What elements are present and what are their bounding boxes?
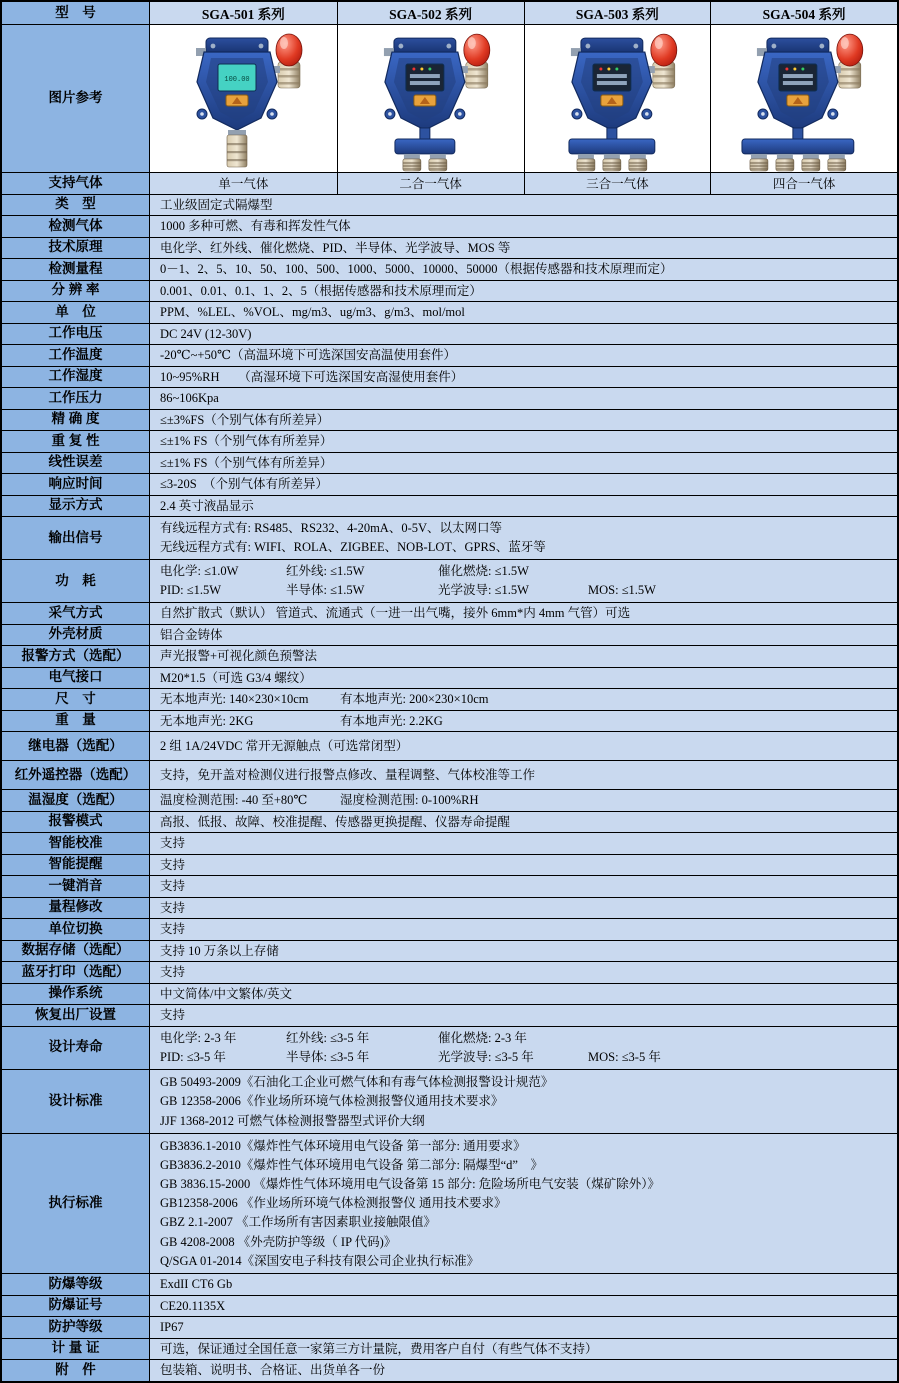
value-line [150,413,897,427]
row-label: 工作压力 [2,388,150,409]
value-line [150,327,897,341]
row-label: 蓝牙打印（选配） [2,962,150,983]
row-value [150,1317,897,1338]
row-label: 检测气体 [2,216,150,237]
row-label: 尺 寸 [2,689,150,710]
value-text: Q/SGA 01-2014《深国安电子科技有限公司企业执行标准》 [160,1253,480,1268]
table-row [2,897,897,919]
value-line [150,305,897,319]
value-text: PID: ≤1.5W [160,583,222,598]
table-row [2,409,897,431]
table-row [2,366,897,388]
value-line [150,1363,897,1377]
value-line [150,628,897,642]
value-text: 半导体: ≤1.5W [286,583,365,598]
row-value [150,646,897,667]
product-image-sga-501 [150,25,337,172]
row-label: 响应时间 [2,474,150,495]
value-line [150,1277,897,1291]
value-text: ≤±3%FS（个别气体有所差异） [160,412,330,427]
value-text: 有线远程方式有: RS485、RS232、4-20mA、0-5V、以太网口等 [160,521,503,536]
value-line [150,564,897,578]
table-row [2,215,897,237]
row-label: 执行标准 [2,1134,150,1273]
row-label: 恢复出厂设置 [2,1005,150,1026]
table-row [2,344,897,366]
value-text: ≤3-20S （个别气体有所差异） [160,477,328,492]
row-label: 采气方式 [2,603,150,624]
table-row [2,559,897,602]
value-line [150,348,897,362]
value-text: 支持 [160,900,186,915]
row-label: 设计寿命 [2,1027,150,1069]
row-label: 类 型 [2,195,150,216]
value-text: 支持 [160,857,186,872]
row-label: 附 件 [2,1360,150,1381]
row-label: 功 耗 [2,560,150,602]
value-line [150,714,897,728]
value-text: MOS: ≤3-5 年 [588,1049,661,1064]
value-text: GB3836.2-2010《爆炸性气体环境用电气设备 第二部分: 隔爆型“d” 》 [160,1157,543,1172]
value-line [150,1139,897,1153]
value-text: 电化学、红外线、催化燃烧、PID、半导体、光学波导、MOS 等 [160,240,511,255]
product-image-sga-504 [710,25,897,172]
value-text: 红外线: ≤3-5 年 [286,1030,370,1045]
row-label: 重 量 [2,711,150,732]
table-row [2,918,897,940]
value-line [150,1235,897,1249]
table-row [2,983,897,1005]
value-text: 铝合金铸体 [160,627,223,642]
value-line [150,1320,897,1334]
supported-gas-value-2: 二合一气体 [337,173,524,194]
value-text: 电化学: ≤1.0W [160,564,239,579]
value-line [150,241,897,255]
row-value [150,1134,897,1273]
table-row [2,854,897,876]
value-line [150,606,897,620]
row-value [150,560,897,602]
table-row [2,473,897,495]
supported-gas-row [2,172,897,194]
value-line [150,987,897,1001]
supported-gas-cells [150,173,897,194]
spec-rows [2,194,897,1381]
value-line [150,1196,897,1210]
value-text: 2 组 1A/24VDC 常开无源触点（可选常闭型） [160,738,409,753]
value-text: 支持 [160,1008,186,1023]
value-text: 支持 [160,965,186,980]
value-line [150,284,897,298]
value-line [150,198,897,212]
value-line [150,521,897,535]
value-text: 催化燃烧: 2-3 年 [438,1030,527,1045]
supported-gas-value-1: 单一气体 [150,173,337,194]
value-line [150,583,897,597]
row-value [150,216,897,237]
value-text: 支持，免开盖对检测仪进行报警点修改、量程调整、气体校准等工作 [160,767,536,782]
value-text: 1000 多种可燃、有毒和挥发性气体 [160,219,351,234]
value-text: GB 3836.15-2000 《爆炸性气体环境用电气设备第 15 部分: 危险场所电气安装（煤矿除外）》 [160,1177,661,1192]
value-text: GB 50493-2009《石油化工企业可燃气体和有毒气体检测报警设计规范》 [160,1074,554,1089]
value-text: IP67 [160,1320,184,1335]
row-value [150,855,897,876]
row-label: 输出信号 [2,517,150,559]
row-label: 外壳材质 [2,625,150,646]
table-row [2,832,897,854]
value-text: 2.4 英寸液晶显示 [160,498,254,513]
row-value [150,919,897,940]
table-row [2,452,897,474]
value-line [150,1031,897,1045]
value-line [150,739,897,753]
value-line [150,768,897,782]
row-value [150,1070,897,1134]
row-value [150,962,897,983]
value-line [150,815,897,829]
value-text: 工业级固定式隔爆型 [160,197,273,212]
table-row [2,1069,897,1134]
value-line [150,540,897,554]
value-line [150,1254,897,1268]
value-text: 温度检测范围: -40 至+80℃ [160,793,308,808]
row-label: 显示方式 [2,496,150,517]
value-text: 支持 [160,922,186,937]
value-line [150,262,897,276]
value-line [150,858,897,872]
table-row [2,1273,897,1295]
table-header-row [2,2,897,24]
value-text: 86~106Kpa [160,391,219,406]
row-label: 单 位 [2,302,150,323]
value-text: GB3836.1-2010《爆炸性气体环境用电气设备 第一部分: 通用要求》 [160,1138,526,1153]
row-label: 智能校准 [2,833,150,854]
value-line [150,370,897,384]
value-line [150,793,897,807]
row-label: 智能提醒 [2,855,150,876]
value-text: GB12358-2006 《作业场所环境气体检测报警仪 通用技术要求》 [160,1196,507,1211]
row-value [150,1296,897,1317]
value-line [150,965,897,979]
value-text: 有本地声光: 2.2KG [340,713,443,728]
value-text: -20℃~+50℃（高温环境下可选深国安高温使用套件） [160,348,456,363]
row-value [150,324,897,345]
table-row [2,731,897,760]
table-row [2,516,897,559]
row-label: 设计标准 [2,1070,150,1134]
row-value [150,431,897,452]
row-value [150,302,897,323]
value-line [150,1114,897,1128]
value-line [150,1215,897,1229]
table-row [2,194,897,216]
value-text: PPM、%LEL、%VOL、mg/m3、ug/m3、g/m3、mol/mol [160,305,465,320]
row-value [150,984,897,1005]
row-value [150,496,897,517]
table-row [2,602,897,624]
value-text: 无线远程方式有: WIFI、ROLA、ZIGBEE、NOB-LOT、GPRS、蓝牙等 [160,540,546,555]
row-label: 检测量程 [2,259,150,280]
row-label: 报警方式（选配） [2,646,150,667]
value-line [150,879,897,893]
row-label: 防爆证号 [2,1296,150,1317]
row-label: 线性误差 [2,453,150,474]
table-row [2,667,897,689]
row-value [150,668,897,689]
row-value [150,732,897,760]
row-value [150,1339,897,1360]
value-line [150,1299,897,1313]
value-line [150,499,897,513]
row-label: 分 辨 率 [2,281,150,302]
model-header-3: SGA-503 系列 [524,2,711,24]
table-row [2,875,897,897]
row-value [150,876,897,897]
header-model-cells [150,2,897,24]
image-reference-row [2,24,897,172]
row-label: 单位切换 [2,919,150,940]
row-value [150,453,897,474]
svg-text:100.00: 100.00 [224,75,250,84]
value-text: 红外线: ≤1.5W [286,564,365,579]
row-value [150,898,897,919]
table-row [2,760,897,789]
row-value [150,941,897,962]
row-label: 计 量 证 [2,1339,150,1360]
value-line [150,671,897,685]
product-image-sga-502 [337,25,524,172]
model-header-1: SGA-501 系列 [150,2,337,24]
value-text: ≤±1% FS（个别气体有所差异） [160,455,333,470]
row-label: 一键消音 [2,876,150,897]
row-value [150,345,897,366]
row-label: 技术原理 [2,238,150,259]
row-label: 精 确 度 [2,410,150,431]
row-value [150,238,897,259]
value-text: ExdII CT6 Gb [160,1277,233,1292]
model-header-4: SGA-504 系列 [710,2,897,24]
value-line [150,219,897,233]
value-text: M20*1.5（可选 G3/4 螺纹） [160,670,312,685]
row-label: 继电器（选配） [2,732,150,760]
table-row [2,301,897,323]
row-value [150,367,897,388]
value-text: 光学波导: ≤3-5 年 [438,1049,534,1064]
table-row [2,387,897,409]
supported-gas-value-4: 四合一气体 [710,173,897,194]
table-row [2,688,897,710]
row-value [150,790,897,811]
row-value [150,259,897,280]
row-label: 温湿度（选配） [2,790,150,811]
row-label: 工作电压 [2,324,150,345]
row-value [150,1360,897,1381]
value-text: JJF 1368-2012 可燃气体检测报警器型式评价大纲 [160,1113,425,1128]
table-row [2,940,897,962]
row-label: 工作湿度 [2,367,150,388]
value-text: 可选，保证通过全国任意一家第三方计量院，费用客户自付（有些气体不支持） [160,1341,598,1356]
row-value [150,517,897,559]
value-line [150,391,897,405]
value-line [150,649,897,663]
value-text: 支持 [160,879,186,894]
row-label: 报警模式 [2,812,150,833]
value-line [150,1177,897,1191]
value-text: 半导体: ≤3-5 年 [286,1049,370,1064]
value-text: 包装箱、说明书、合格证、出货单各一份 [160,1363,386,1378]
value-text: 催化燃烧: ≤1.5W [438,564,529,579]
table-row [2,237,897,259]
value-text: GBZ 2.1-2007 《工作场所有害因素职业接触限值》 [160,1215,437,1230]
value-line [150,836,897,850]
row-value [150,388,897,409]
value-line [150,1094,897,1108]
row-value [150,812,897,833]
value-text: 有本地声光: 200×230×10cm [340,692,489,707]
value-line [150,922,897,936]
supported-gas-label: 支持气体 [2,173,150,194]
value-text: 中文简体/中文繁体/英文 [160,986,292,1001]
row-value [150,195,897,216]
row-label: 防爆等级 [2,1274,150,1295]
row-value [150,281,897,302]
value-text: DC 24V (12-30V) [160,326,252,341]
value-text: 声光报警+可视化颜色预警法 [160,649,318,664]
value-line [150,901,897,915]
value-text: 0－1、2、5、10、50、100、500、1000、5000、10000、50000（根据传感器和技术原理而定） [160,262,673,277]
product-image-cells [150,25,897,172]
table-row [2,624,897,646]
model-header-2: SGA-502 系列 [337,2,524,24]
table-row [2,495,897,517]
product-image-sga-503 [524,25,711,172]
value-line [150,434,897,448]
table-row [2,1295,897,1317]
value-text: 光学波导: ≤1.5W [438,583,529,598]
row-value [150,761,897,789]
table-row [2,323,897,345]
table-row [2,789,897,811]
supported-gas-value-3: 三合一气体 [524,173,711,194]
value-text: 湿度检测范围: 0-100%RH [340,793,479,808]
table-row [2,645,897,667]
row-label: 数据存储（选配） [2,941,150,962]
value-line [150,456,897,470]
table-row [2,710,897,732]
row-value [150,833,897,854]
value-text: PID: ≤3-5 年 [160,1049,226,1064]
row-value [150,474,897,495]
value-line [150,1008,897,1022]
row-label: 工作温度 [2,345,150,366]
table-row [2,1004,897,1026]
table-row [2,280,897,302]
row-value [150,1027,897,1069]
value-line [150,692,897,706]
value-line [150,1050,897,1064]
header-model-label: 型 号 [2,2,150,24]
row-value [150,689,897,710]
table-row [2,1026,897,1069]
row-value [150,1274,897,1295]
row-label: 防护等级 [2,1317,150,1338]
row-label: 红外遥控器（选配） [2,761,150,789]
value-text: 高报、低报、故障、校准提醒、传感器更换提醒、仪器寿命提醒 [160,814,511,829]
value-line [150,944,897,958]
value-line [150,1075,897,1089]
row-label: 电气接口 [2,668,150,689]
value-text: 电化学: 2-3 年 [160,1030,237,1045]
value-text: 支持 10 万条以上存储 [160,943,279,958]
table-row [2,1359,897,1381]
row-value [150,1005,897,1026]
value-text: ≤±1% FS（个别气体有所差异） [160,434,333,449]
table-row [2,811,897,833]
value-text: 自然扩散式（默认） 管道式、流通式（一进一出气嘴，接外 6mm*内 4mm 气管）可选 [160,606,631,621]
table-row [2,1338,897,1360]
table-row [2,258,897,280]
value-text: GB 4208-2008 《外壳防护等级（ IP 代码)》 [160,1234,397,1249]
value-line [150,477,897,491]
table-row [2,1133,897,1273]
row-label: 量程修改 [2,898,150,919]
value-text: 无本地声光: 2KG [160,713,254,728]
value-text: 10~95%RH （高湿环境下可选深国安高湿使用套件） [160,369,464,384]
value-line [150,1158,897,1172]
row-label: 重 复 性 [2,431,150,452]
value-text: 支持 [160,836,186,851]
value-line [150,1342,897,1356]
image-row-label: 图片参考 [2,25,150,172]
value-text: 0.001、0.01、0.1、1、2、5（根据传感器和技术原理而定） [160,283,482,298]
row-label: 操作系统 [2,984,150,1005]
table-row [2,961,897,983]
row-value [150,410,897,431]
value-text: 无本地声光: 140×230×10cm [160,692,309,707]
value-text: GB 12358-2006《作业场所环境气体检测报警仪通用技术要求》 [160,1094,504,1109]
row-value [150,603,897,624]
row-value [150,625,897,646]
value-text: MOS: ≤1.5W [588,583,656,598]
table-row [2,430,897,452]
value-text: CE20.1135X [160,1298,226,1313]
table-row [2,1316,897,1338]
row-value [150,711,897,732]
